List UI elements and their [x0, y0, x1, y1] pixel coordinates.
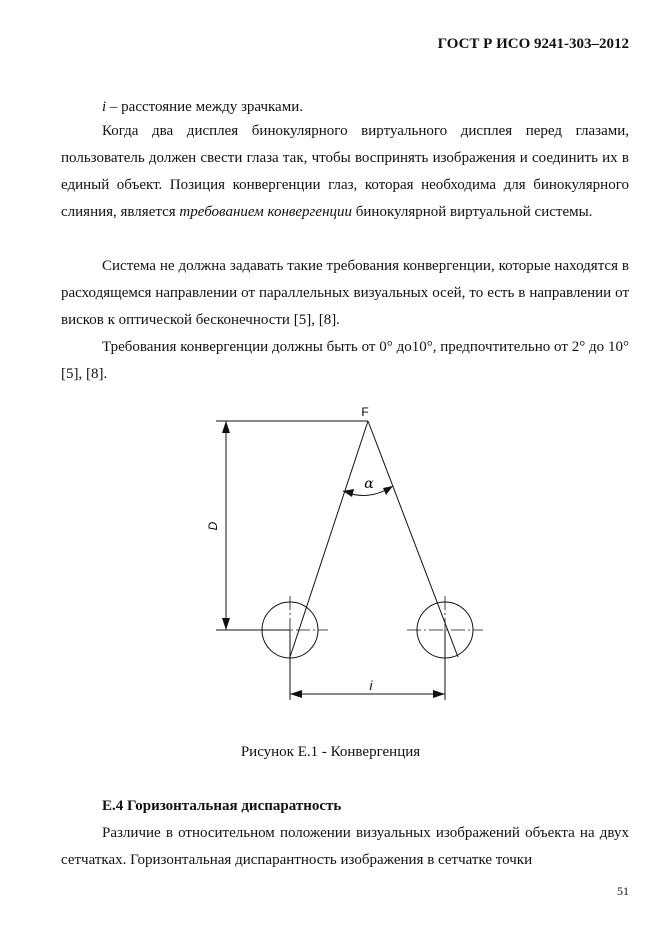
paragraph-convergence-range: Требования конвергенции должны быть от 0° до10°, предпочтительно от 2° до 10° [5], [8].: [61, 339, 629, 382]
i-arrow-right: [433, 690, 445, 698]
label-alpha: α: [364, 476, 374, 492]
left-sight-line: [290, 421, 368, 657]
figure-caption: Рисунок Е.1 - Конвергенция: [240, 744, 421, 760]
label-f: F: [361, 405, 369, 419]
right-sight-line: [368, 421, 458, 657]
paragraph-convergence-divergence: Система не должна задавать такие требования конвергенции, которые находятся в расходящемся направлении от параллельных визуальных осей, то есть в направлении от висков к оптической бесконечности [5], [8].: [61, 258, 629, 328]
para1-emphasis: требованием конвергенции: [179, 204, 353, 220]
i-arrow-left: [290, 690, 302, 698]
d-arrow-top: [222, 421, 230, 433]
document-header: ГОСТ Р ИСО 9241-303–2012: [437, 36, 629, 52]
label-d: D: [206, 521, 220, 531]
section-heading: Е.4 Горизонтальная диспаратность: [102, 798, 342, 814]
label-i: i: [369, 678, 373, 693]
paragraph-horizontal-disparity: Различие в относительном положении визуальных изображений объекта на двух сетчатках. Горизонтальная диспарантность изображения в сетчатке точки: [61, 825, 629, 868]
page-number: 51: [617, 884, 629, 898]
para1-text-end: бинокулярной виртуальной системы.: [352, 204, 593, 220]
var-i: i: [102, 99, 107, 115]
alpha-arrow-right: [383, 486, 393, 495]
d-arrow-bottom: [222, 618, 230, 630]
definition-text: – расстояние между зрачками.: [106, 99, 303, 115]
para1-text: Когда два дисплея бинокулярного виртуального дисплея перед глазами, пользователь должен свести глаза так, чтобы воспринять изображения и соединить их в единый объект. Позиция конвергенции глаз, которая необходима для бинокулярного слияния, является: [61, 123, 629, 220]
